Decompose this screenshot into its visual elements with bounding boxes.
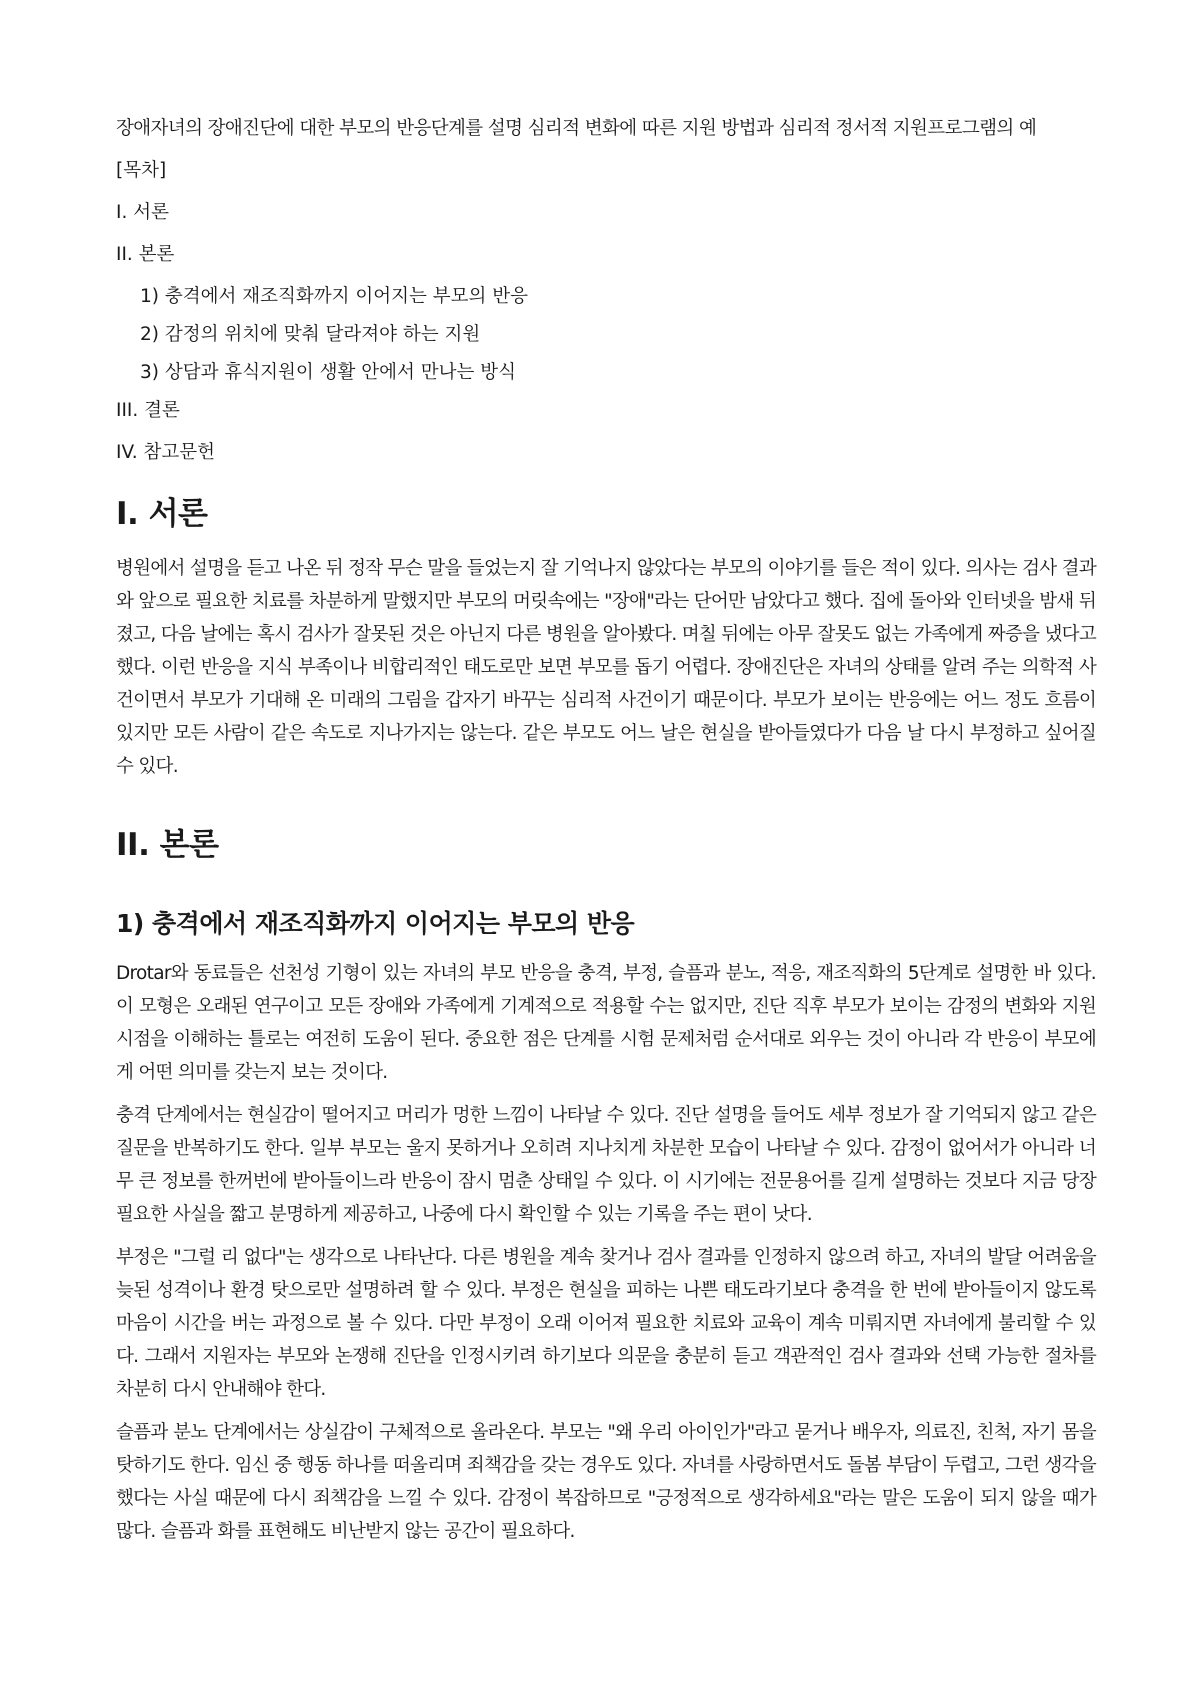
toc-item-body-1: 1) 충격에서 재조직화까지 이어지는 부모의 반응: [140, 286, 528, 307]
toc-item-body: II. 본론: [116, 244, 175, 265]
section-1-paragraph-3: 부정은 "그럴 리 없다"는 생각으로 나타난다. 다른 병원을 계속 찾거나 검사 결과를 인정하지 않으려 하고, 자녀의 발달 어려움을 늦된 성격이나 환경 탓으로만 설명하려 할 수 있다. 부정은 현실을 피하는 나쁜 태도라기보다 충격을 한 번에 받아들이지 않도록 마음이 시간을 버는 과정으로 볼 수 있다. 다만 부정이 오래 이어져 필요한 치료와 교육이 계속 미뤄지면 자녀에게 불리할 수 있다. 그래서 지원자는 부모와 논쟁해 진단을 인정시키려 하기보다 의문을 충분히 듣고 객관적인 검사 결과와 선택 가능한 절차를 차분히 다시 안내해야 한다.: [116, 1247, 1096, 1400]
intro-heading: I. 서론: [116, 496, 208, 532]
toc-item-intro: I. 서론: [116, 202, 169, 223]
document-title: 장애자녀의 장애진단에 대한 부모의 반응단계를 설명 심리적 변화에 따른 지원 방법과 심리적 정서적 지원프로그램의 예: [116, 118, 1037, 139]
section-1-heading: 1) 충격에서 재조직화까지 이어지는 부모의 반응: [116, 909, 635, 938]
toc-item-body-2: 2) 감정의 위치에 맞춰 달라져야 하는 지원: [140, 324, 481, 345]
body-heading: II. 본론: [116, 827, 219, 863]
toc-item-references: IV. 참고문헌: [116, 442, 215, 463]
document-page: [116, 116, 1096, 1558]
section-1-paragraph-2: 충격 단계에서는 현실감이 떨어지고 머리가 멍한 느낌이 나타날 수 있다. 진단 설명을 들어도 세부 정보가 잘 기억되지 않고 같은 질문을 반복하기도 한다. 일부 부모는 울지 못하거나 오히려 지나치게 차분한 모습이 나타날 수 있다. 감정이 없어서가 아니라 너무 큰 정보를 한꺼번에 받아들이느라 반응이 잠시 멈춘 상태일 수 있다. 이 시기에는 전문용어를 길게 설명하는 것보다 지금 당장 필요한 사실을 짧고 분명하게 제공하고, 나중에 다시 확인할 수 있는 기록을 주는 편이 낫다.: [116, 1105, 1096, 1225]
section-1-paragraph-1: Drotar와 동료들은 선천성 기형이 있는 자녀의 부모 반응을 충격, 부정, 슬픔과 분노, 적응, 재조직화의 5단계로 설명한 바 있다. 이 모형은 오래된 연구이고 모든 장애와 가족에게 기계적으로 적용할 수는 없지만, 진단 직후 부모가 보이는 감정의 변화와 지원 시점을 이해하는 틀로는 여전히 도움이 된다. 중요한 점은 단계를 시험 문제처럼 순서대로 외우는 것이 아니라 각 반응이 부모에게 어떤 의미를 갖는지 보는 것이다.: [116, 963, 1096, 1083]
toc-item-conclusion: III. 결론: [116, 400, 180, 421]
toc-label: [목차]: [116, 160, 167, 181]
toc-item-body-3: 3) 상담과 휴식지원이 생활 안에서 만나는 방식: [140, 362, 516, 383]
intro-paragraph: 병원에서 설명을 듣고 나온 뒤 정작 무슨 말을 들었는지 잘 기억나지 않았다는 부모의 이야기를 들은 적이 있다. 의사는 검사 결과와 앞으로 필요한 치료를 차분하게 말했지만 부모의 머릿속에는 "장애"라는 단어만 남았다고 했다. 집에 돌아와 인터넷을 밤새 뒤졌고, 다음 날에는 혹시 검사가 잘못된 것은 아닌지 다른 병원을 알아봤다. 며칠 뒤에는 아무 잘못도 없는 가족에게 짜증을 냈다고 했다. 이런 반응을 지식 부족이나 비합리적인 태도로만 보면 부모를 돕기 어렵다. 장애진단은 자녀의 상태를 알려 주는 의학적 사건이면서 부모가 기대해 온 미래의 그림을 갑자기 바꾸는 심리적 사건이기 때문이다. 부모가 보이는 반응에는 어느 정도 흐름이 있지만 모든 사람이 같은 속도로 지나가지는 않는다. 같은 부모도 어느 날은 현실을 받아들였다가 다음 날 다시 부정하고 싶어질 수 있다.: [116, 558, 1096, 777]
section-1-paragraph-4: 슬픔과 분노 단계에서는 상실감이 구체적으로 올라온다. 부모는 "왜 우리 아이인가"라고 묻거나 배우자, 의료진, 친척, 자기 몸을 탓하기도 한다. 임신 중 행동 하나를 떠올리며 죄책감을 갖는 경우도 있다. 자녀를 사랑하면서도 돌봄 부담이 두렵고, 그런 생각을 했다는 사실 때문에 다시 죄책감을 느낄 수 있다. 감정이 복잡하므로 "긍정적으로 생각하세요"라는 말은 도움이 되지 않을 때가 많다. 슬픔과 화를 표현해도 비난받지 않는 공간이 필요하다.: [116, 1422, 1096, 1542]
table-of-contents: [116, 200, 1096, 466]
